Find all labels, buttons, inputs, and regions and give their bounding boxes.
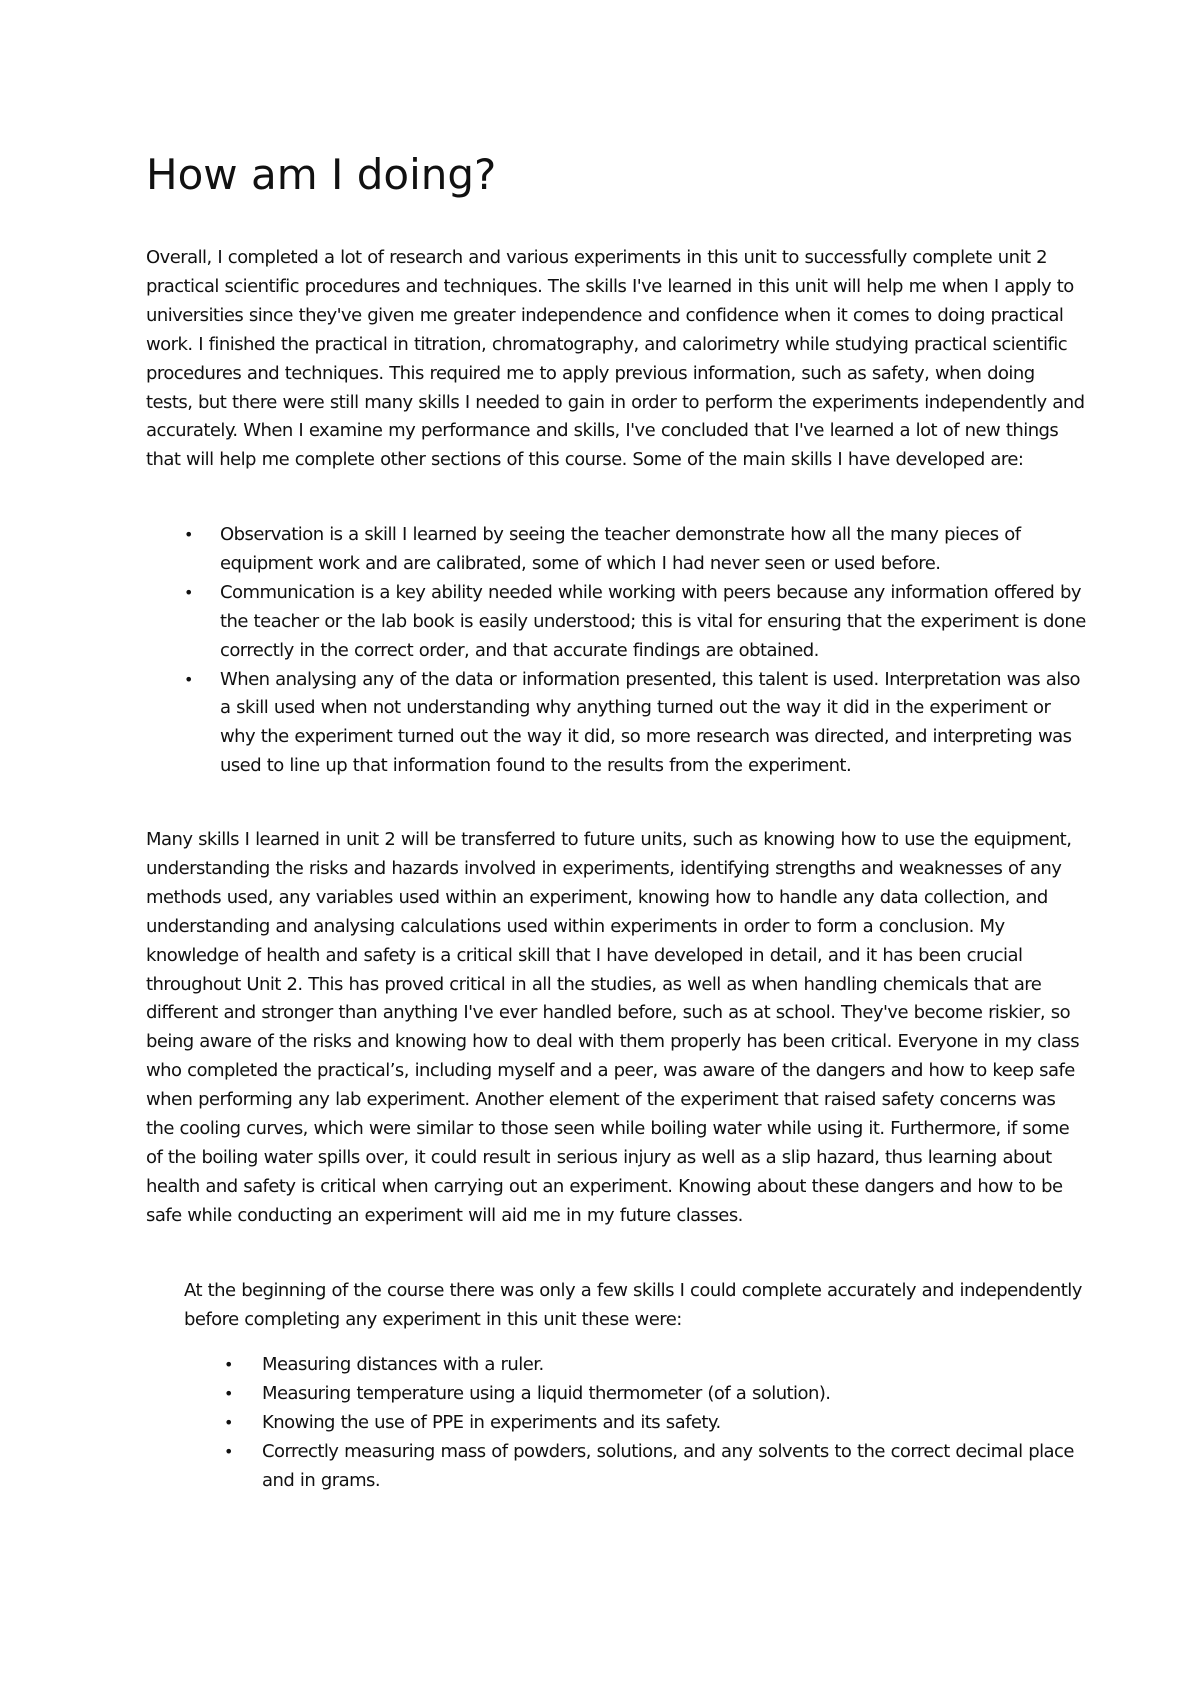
document-title: How am I doing? [146,150,497,199]
list-item [146,579,1086,666]
bullet-icon: • [224,1412,233,1432]
list-item-text: Correctly measuring mass of powders, solutions, and any solvents to the correct decimal place and in grams. [262,1440,1074,1491]
list-item [184,1438,1086,1496]
transfer-paragraph: Many skills I learned in unit 2 will be transferred to future units, such as knowing how to use the equipment, understanding the risks and hazards involved in experiments, identifying strengths and weaknesses of any methods used, any variables used within an experiment, knowing how to handle any data collection, and understanding and analysing calculations used within experiments in order to form a conclusion. My knowledge of health and safety is a critical skill that I have developed in detail, and it has been crucial throughout Unit 2. This has proved critical in all the studies, as well as when handling chemicals that are different and stronger than anything I've ever handled before, such as at school. They've become riskier, so being aware of the risks and knowing how to deal with them properly has been critical. Everyone in my class who completed the practical’s, including myself and a peer, was aware of the dangers and how to keep safe when performing any lab experiment. Another element of the experiment that raised safety concerns was the cooling curves, which were similar to those seen while boiling water while using it. Furthermore, if some of the boiling water spills over, it could result in serious injury as well as a slip hazard, thus learning about health and safety is critical when carrying out an experiment. Knowing about these dangers and how to be safe while conducting an experiment will aid me in my future classes. [146,829,1080,1226]
skills-developed-list [146,521,1086,781]
list-item-text: When analysing any of the data or information presented, this talent is used. Interpretation was also a skill used when not understanding why anything turned out the way it did in the experiment or why the experiment turned out the way it did, so more research was directed, and interpreting was used to line up that information found to the results from the experiment. [220,668,1081,777]
list-item-text: Communication is a key ability needed while working with peers because any information offered by the teacher or the lab book is easily understood; this is vital for ensuring that the experiment is done correctly in the correct order, and that accurate findings are obtained. [220,581,1086,661]
list-item [146,521,1086,579]
list-item-text: Measuring temperature using a liquid thermometer (of a solution). [262,1382,831,1404]
bullet-icon: • [224,1441,233,1461]
bullet-icon: • [224,1383,233,1403]
list-item-text: Observation is a skill I learned by seeing the teacher demonstrate how all the many pieces of equipment work and are calibrated, some of which I had never seen or used before. [220,524,1021,574]
bullet-icon: • [184,525,193,544]
bullet-icon: • [184,669,193,689]
list-item [184,1380,1086,1409]
bullet-icon: • [224,1355,233,1374]
list-item [184,1409,1086,1438]
bullet-icon: • [184,582,193,602]
list-item-text: Knowing the use of PPE in experiments and its safety. [262,1411,721,1433]
list-item [146,666,1086,782]
beginning-paragraph: At the beginning of the course there was only a few skills I could complete accurately and independently before completing any experiment in this unit these were: [184,1280,1082,1330]
intro-paragraph: Overall, I completed a lot of research and various experiments in this unit to successfully complete unit 2 practical scientific procedures and techniques. The skills I've learned in this unit will help me when I apply to universities since they've given me greater independence and confidence when it comes to doing practical work. I finished the practical in titration, chromatography, and calorimetry while studying practical scientific procedures and techniques. This required me to apply previous information, such as safety, when doing tests, but there were still many skills I needed to gain in order to perform the experiments independently and accurately. When I examine my performance and skills, I've concluded that I've learned a lot of new things that will help me complete other sections of this course. Some of the main skills I have developed are: [146,247,1085,471]
list-item [184,1351,1086,1380]
initial-skills-list [184,1351,1086,1496]
list-item-text: Measuring distances with a ruler. [262,1354,544,1375]
